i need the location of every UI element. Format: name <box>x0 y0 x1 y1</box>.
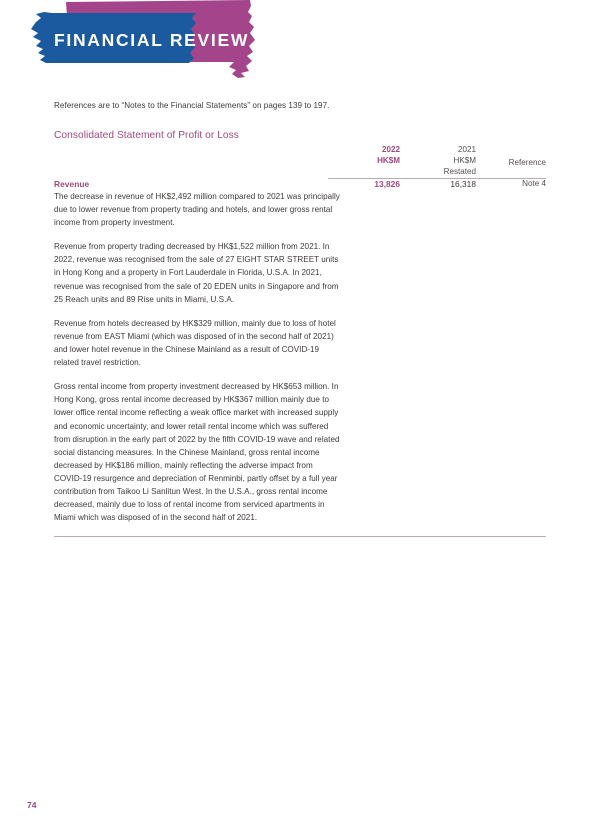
column-header-2022 <box>328 145 400 178</box>
body-paragraph: Gross rental income from property investment decreased by HK$653 million. In Hong Kong, gross rental income decreased by HK$367 million mainly due to lower office rental income reflecting a weak office market with increased supply and economic uncertainty, and lower retail rental income which was suffered from disruption in the early part of 2022 by the fifth COVID-19 wave and related social distancing measures. In the Chinese Mainland, gross rental income decreased by HK$186 million, mainly reflecting the adverse impact from COVID-19 resurgence and depreciation of Renminbi, partly offset by a full year contribution from Taikoo Li Sanlitun West. In the U.S.A., gross rental income decreased, mainly due to loss of rental income from serviced apartments in Miami which was disposed of in the second half of 2021. <box>54 382 340 523</box>
column-header-2021 <box>400 145 476 178</box>
column-header-reference <box>476 145 546 178</box>
section-heading: Consolidated Statement of Profit or Loss <box>54 130 239 142</box>
row-value-2021: 16,318 <box>450 178 476 189</box>
page-content <box>54 100 546 537</box>
page-banner <box>0 0 600 90</box>
page-number: 74 <box>27 800 37 810</box>
row-value-2022: 13,826 <box>374 178 400 189</box>
header-spacer <box>54 145 328 178</box>
body-text-column <box>54 190 343 525</box>
banner-title: FINANCIAL REVIEW <box>54 30 250 50</box>
section-bottom-rule <box>54 536 546 537</box>
consolidated-statement-table <box>54 145 546 189</box>
column-header-reference-label: Reference <box>508 158 546 168</box>
intro-note: References are to “Notes to the Financial Statements” on pages 139 to 197. <box>54 101 330 110</box>
body-paragraph: Revenue from property trading decreased by HK$1,522 million from 2021. In 2022, revenue was recognised from the sale of 27 EIGHT STAR STREET units in Hong Kong and a property in Fort Lauderdale in Florida, U.S.A. In 2021, revenue was recognised from the sale of 20 EDEN units in Singapore and from 25 Reach units and 89 Rise units in Miami, U.S.A. <box>54 242 339 304</box>
row-reference: Note 4 <box>522 178 546 188</box>
body-paragraph: Revenue from hotels decreased by HK$329 million, mainly due to loss of hotel revenue from EAST Miami (which was disposed of in the second half of 2021) and lower hotel revenue in the Chinese Mainland as a result of COVID-19 related travel restriction. <box>54 318 336 368</box>
column-header-2022-unit: HK$M <box>377 156 400 166</box>
column-header-2021-restated: Restated <box>443 166 476 176</box>
table-header-row <box>54 145 546 178</box>
column-header-2022-year: 2022 <box>381 145 400 155</box>
body-paragraph: The decrease in revenue of HK$2,492 million compared to 2021 was principally due to lower revenue from property trading and hotels, and lower gross rental income from property investment. <box>54 191 340 228</box>
column-header-2021-unit: HK$M <box>453 156 476 166</box>
column-header-2021-year: 2021 <box>457 145 476 155</box>
row-label-revenue: Revenue <box>54 178 90 189</box>
table-row <box>54 179 546 189</box>
